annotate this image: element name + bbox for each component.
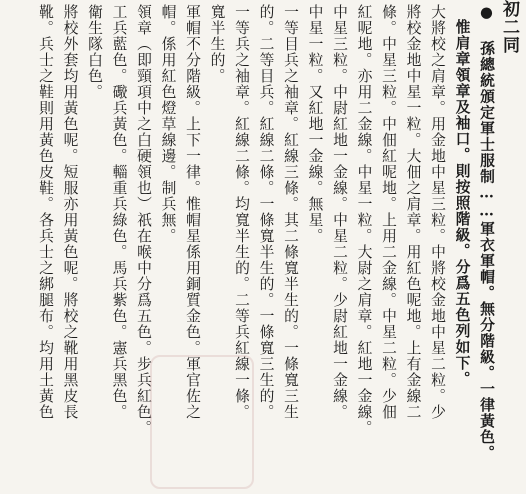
text-column: 領章（即頸項中之白硬領也）祇在喉中分爲五色。步兵紅色。 <box>135 4 152 436</box>
text-column: 紅呢地。亦用二金線。中星一粒。大尉之肩章。紅地一金線。 <box>355 4 373 436</box>
text-column: 將校金地中星一粒。大佃之肩章。用紅色呢地。上有金線二 <box>404 4 422 420</box>
text-column: 帽。係用紅色燈草線邊。制兵無。 <box>159 4 177 244</box>
text-column: 軍帽不分階級。上下一律。惟帽星係用銅質金色。軍官佐之 <box>184 4 201 420</box>
text-column: 條。中星三粒。中佃紅呢地。上用二金線。中星二粒。少佃 <box>380 4 397 420</box>
text-column: 將校外套均用黃色呢。短服亦用黃色呢。將校之靴用黑皮長 <box>61 4 79 420</box>
text-column: 中星三粒。中尉紅地一金線。中星二粒。少尉紅地一金線。 <box>331 4 348 420</box>
text-column: ● 孫總統頒定軍士服制……軍衣軍帽。無分階級。一律黃色。 <box>478 4 495 461</box>
text-column: 工兵藍色。礮兵黃色。輜重兵綠色。馬兵紫色。憲兵黑色。 <box>110 4 128 420</box>
text-column: 靴。兵士之鞋則用黃色皮鞋。各兵士之綁腿布。均用土黃色 <box>37 4 54 420</box>
text-column: 中星一粒。又紅地一金線。無星。 <box>306 4 324 244</box>
text-column: 一等兵之袖章。紅線二條。均寬半生的。二等兵紅線一條。 <box>233 4 250 420</box>
text-column: 的。二等目兵。紅線二條。一條寬半生的。一條寬三生的。 <box>257 4 275 420</box>
text-column: 衛生隊白色。 <box>86 4 103 100</box>
page-heading: 初二同 <box>499 0 519 54</box>
vertical-text-body <box>6 4 498 490</box>
text-column: 惟肩章領章及袖口。則按照階級。分爲五色列如下。 <box>453 19 471 387</box>
text-column: 大將校之肩章。用金地中星三粒。中將校金地中星二粒。少 <box>429 4 446 420</box>
text-column: 寬半生的。 <box>208 4 226 84</box>
text-column: 一等目兵之袖章。紅線三條。其二條寬半生的。一條寬三生 <box>282 4 299 420</box>
